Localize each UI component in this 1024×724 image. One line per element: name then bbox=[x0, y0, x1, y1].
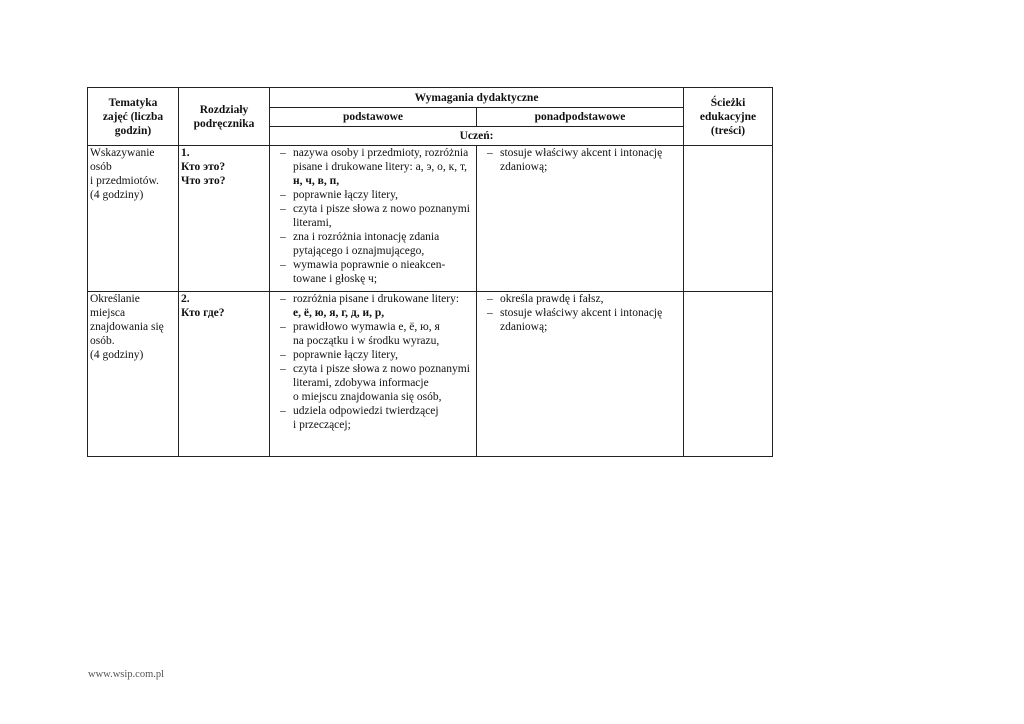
topic-cell bbox=[88, 146, 179, 292]
dash-bullet: – bbox=[280, 147, 286, 159]
advanced-requirements-cell bbox=[477, 146, 684, 292]
requirement-item bbox=[272, 202, 474, 216]
requirement-line: na początku i w środku wyrazu, bbox=[293, 335, 440, 347]
chapter-title: Кто где? bbox=[181, 307, 225, 319]
requirement-item bbox=[272, 292, 474, 306]
basic-requirements-cell bbox=[270, 292, 477, 457]
footer-url: www.wsip.com.pl bbox=[88, 669, 165, 680]
topic-cell bbox=[88, 292, 179, 457]
requirement-line: е, ё, ю, я, г, д, и, р, bbox=[293, 307, 385, 319]
topic-line: osób bbox=[90, 161, 112, 173]
dash-bullet: – bbox=[280, 405, 286, 417]
curriculum-table bbox=[87, 87, 773, 457]
header-row bbox=[88, 88, 773, 108]
requirement-line: towane i głoskę ч; bbox=[293, 273, 378, 285]
header-topic bbox=[88, 88, 179, 146]
advanced-requirements-cell bbox=[477, 292, 684, 457]
requirement-line: i przeczącej; bbox=[293, 419, 351, 431]
requirement-item bbox=[272, 188, 474, 202]
requirement-line: pisane i drukowane litery: а, э, о, к, т, bbox=[293, 161, 468, 173]
requirement-item bbox=[272, 258, 474, 272]
topic-line: znajdowania się bbox=[90, 321, 164, 333]
header-chapters bbox=[179, 88, 270, 146]
dash-bullet: – bbox=[280, 203, 286, 215]
requirement-line: stosuje właściwy akcent i intonację bbox=[500, 307, 663, 319]
chapter-title: Кто это? bbox=[181, 161, 226, 173]
dash-bullet: – bbox=[487, 147, 493, 159]
requirement-line: określa prawdę i fałsz, bbox=[500, 293, 604, 305]
requirement-item bbox=[479, 292, 681, 306]
header-student: Uczeń: bbox=[270, 127, 684, 146]
requirement-line: prawidłowo wymawia е, ё, ю, я bbox=[293, 321, 440, 333]
requirement-item bbox=[479, 146, 681, 160]
requirement-item bbox=[272, 146, 474, 160]
topic-line: (4 godziny) bbox=[90, 349, 144, 361]
requirement-line: czyta i pisze słowa z nowo poznanymi bbox=[293, 203, 470, 215]
chapter-title: Что это? bbox=[181, 175, 226, 187]
topic-line: miejsca bbox=[90, 307, 126, 319]
basic-requirements-cell bbox=[270, 146, 477, 292]
requirement-line: poprawnie łączy litery, bbox=[293, 189, 398, 201]
topic-line: Określanie bbox=[90, 293, 140, 305]
requirement-line: o miejscu znajdowania się osób, bbox=[293, 391, 442, 403]
header-paths-label: Ścieżki edukacyjne (treści) bbox=[699, 96, 757, 137]
paths-cell bbox=[684, 146, 773, 292]
topic-line: (4 godziny) bbox=[90, 189, 144, 201]
requirement-item bbox=[272, 348, 474, 362]
header-basic: podstawowe bbox=[270, 108, 477, 127]
topic-line: osób. bbox=[90, 335, 115, 347]
chapter-cell bbox=[179, 146, 270, 292]
dash-bullet: – bbox=[487, 307, 493, 319]
dash-bullet: – bbox=[280, 321, 286, 333]
dash-bullet: – bbox=[280, 349, 286, 361]
requirement-line: poprawnie łączy litery, bbox=[293, 349, 398, 361]
header-topic-label: Tematyka zajęć (liczba godzin) bbox=[102, 96, 164, 137]
requirement-line: stosuje właściwy akcent i intonację bbox=[500, 147, 663, 159]
topic-line: Wskazywanie bbox=[90, 147, 155, 159]
table-row bbox=[88, 146, 773, 292]
requirement-line: wymawia poprawnie о nieakcen- bbox=[293, 259, 446, 271]
requirement-line: literami, zdobywa informacje bbox=[293, 377, 429, 389]
requirement-line: zna i rozróżnia intonację zdania bbox=[293, 231, 440, 243]
requirement-line: zdaniową; bbox=[500, 321, 548, 333]
topic-line: i przedmiotów. bbox=[90, 175, 159, 187]
requirement-line: н, ч, в, п, bbox=[293, 175, 340, 187]
dash-bullet: – bbox=[280, 363, 286, 375]
dash-bullet: – bbox=[487, 293, 493, 305]
dash-bullet: – bbox=[280, 259, 286, 271]
header-paths bbox=[684, 88, 773, 146]
header-requirements: Wymagania dydaktyczne bbox=[270, 88, 684, 108]
header-advanced: ponadpodstawowe bbox=[477, 108, 684, 127]
dash-bullet: – bbox=[280, 293, 286, 305]
requirement-line: rozróżnia pisane i drukowane litery: bbox=[293, 293, 460, 305]
requirement-item bbox=[272, 230, 474, 244]
requirement-item bbox=[479, 306, 681, 320]
dash-bullet: – bbox=[280, 231, 286, 243]
requirement-item bbox=[272, 320, 474, 334]
dash-bullet: – bbox=[280, 189, 286, 201]
chapter-number: 1. bbox=[181, 147, 190, 159]
requirement-line: literami, bbox=[293, 217, 332, 229]
requirement-line: zdaniową; bbox=[500, 161, 548, 173]
requirement-item bbox=[272, 362, 474, 376]
requirement-line: pytającego i oznajmującego, bbox=[293, 245, 425, 257]
paths-cell bbox=[684, 292, 773, 457]
header-chapters-label: Rozdziały podręcznika bbox=[193, 103, 255, 130]
chapter-number: 2. bbox=[181, 293, 190, 305]
requirement-line: czyta i pisze słowa z nowo poznanymi bbox=[293, 363, 470, 375]
requirement-line: nazywa osoby i przedmioty, rozróżnia bbox=[293, 147, 469, 159]
requirement-line: udziela odpowiedzi twierdzącej bbox=[293, 405, 439, 417]
chapter-cell bbox=[179, 292, 270, 457]
table-row bbox=[88, 292, 773, 457]
requirement-item bbox=[272, 404, 474, 418]
